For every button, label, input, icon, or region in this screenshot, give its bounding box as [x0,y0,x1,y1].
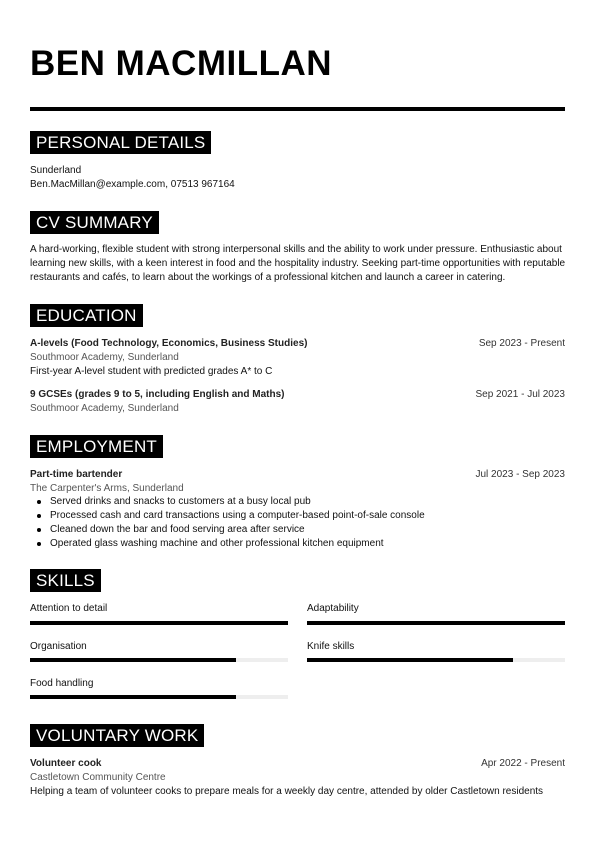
education-dates: Sep 2023 - Present [478,338,565,349]
skill-level-fill [30,658,236,662]
candidate-name: BEN MACMILLAN [30,44,333,83]
employment-dates: Jul 2023 - Sep 2023 [475,469,565,480]
skill-level-fill [307,621,565,625]
skill-level-bar [307,658,565,662]
skill-label: Food handling [30,678,94,689]
skill-label: Organisation [30,641,87,652]
voluntary-role: Volunteer cook [30,758,102,769]
skill-label: Adaptability [307,603,359,614]
summary-text: A hard-working, flexible student with strong interpersonal skills and the ability to work under pressure. Enthusiastic about learning new skills, with a keen interest in food and the hospitality industry. Seeking part-time opportunities with reputable restaurants and cafés, to learn about the workings of a professional kitchen and launch a career in catering. [30,244,566,283]
list-item: Processed cash and card transactions using a computer-based point-of-sale console [30,509,425,523]
section-title-employment: EMPLOYMENT [30,435,163,458]
section-title-voluntary-work: VOLUNTARY WORK [30,724,204,747]
list-item: Operated glass washing machine and other professional kitchen equipment [30,537,425,551]
education-school: Southmoor Academy, Sunderland [30,352,179,363]
header-divider [30,107,565,111]
skill-label: Attention to detail [30,603,108,614]
skill-level-bar [307,621,565,625]
skill-level-bar [30,621,288,625]
employment-role: Part-time bartender [30,469,123,480]
list-item: Cleaned down the bar and food serving area after service [30,523,425,537]
education-qualification: 9 GCSEs (grades 9 to 5, including English and Maths) [30,389,285,400]
skill-level-bar [30,695,288,699]
list-item: Served drinks and snacks to customers at a busy local pub [30,495,425,509]
voluntary-organisation: Castletown Community Centre [30,772,166,783]
voluntary-description: Helping a team of volunteer cooks to prepare meals for a weekly day centre, attended by older Castletown residents [30,786,544,797]
skill-label: Knife skills [307,641,355,652]
education-note: First-year A-level student with predicted grades A* to C [30,366,273,377]
employment-duties-list [30,495,425,551]
contact-details: Ben.MacMillan@example.com, 07513 967164 [30,179,235,190]
skill-level-fill [30,621,288,625]
education-qualification: A-levels (Food Technology, Economics, Business Studies) [30,338,308,349]
section-title-education: EDUCATION [30,304,143,327]
skill-level-fill [307,658,513,662]
education-dates: Sep 2021 - Jul 2023 [475,389,565,400]
section-title-personal-details: PERSONAL DETAILS [30,131,211,154]
skill-level-fill [30,695,236,699]
section-title-skills: SKILLS [30,569,101,592]
skill-level-bar [30,658,288,662]
employment-employer: The Carpenter's Arms, Sunderland [30,483,184,494]
voluntary-dates: Apr 2022 - Present [481,758,565,769]
section-title-cv-summary: CV SUMMARY [30,211,159,234]
location: Sunderland [30,165,82,176]
education-school: Southmoor Academy, Sunderland [30,403,179,414]
